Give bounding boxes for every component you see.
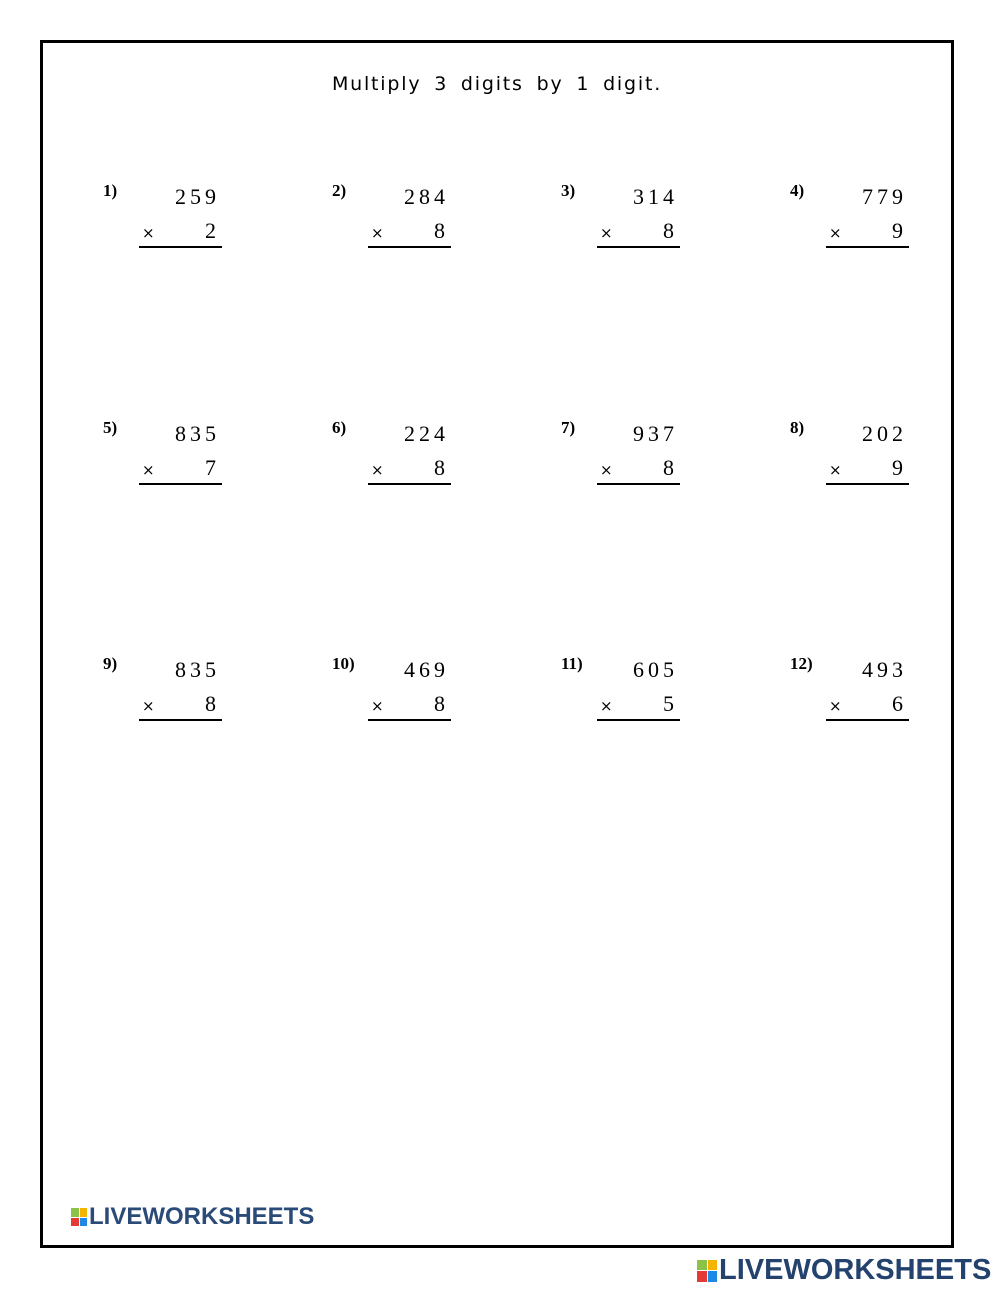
worksheet-frame (40, 40, 954, 1248)
worksheet-title: Multiply 3 digits by 1 digit. (331, 73, 663, 95)
multiplication-problem (561, 418, 711, 508)
multiplier: 5 (663, 691, 674, 716)
multiplier: 8 (663, 218, 674, 243)
answer-line (368, 246, 451, 248)
multiplicand: 835 (175, 657, 220, 682)
multiplication-problem (332, 181, 482, 271)
multiplicand: 835 (175, 421, 220, 446)
multiplier: 8 (434, 455, 445, 480)
problem-number: 1) (103, 181, 118, 200)
answer-line (368, 719, 451, 721)
times-sign: × (371, 697, 384, 715)
logo-square (80, 1208, 88, 1217)
times-sign: × (829, 697, 842, 715)
multiplier: 7 (205, 455, 216, 480)
logo-square (80, 1218, 88, 1227)
answer-line (368, 483, 451, 485)
multiplier: 9 (892, 218, 903, 243)
multiplier: 2 (205, 218, 216, 243)
problem-number: 12) (790, 654, 813, 673)
liveworksheets-logo-inner (71, 1203, 314, 1231)
multiplier: 8 (205, 691, 216, 716)
logo-square (708, 1271, 718, 1282)
multiplicand: 493 (862, 657, 907, 682)
times-sign: × (142, 224, 155, 242)
multiplicand: 469 (404, 657, 449, 682)
problem-number: 9) (103, 654, 118, 673)
times-sign: × (600, 224, 613, 242)
answer-line (597, 483, 680, 485)
multiplicand: 259 (175, 184, 220, 209)
problem-number: 6) (332, 418, 347, 437)
logo-square (71, 1218, 79, 1227)
multiplication-problem (790, 181, 940, 271)
multiplication-problem (561, 654, 711, 744)
multiplication-problem (103, 654, 253, 744)
logo-square (697, 1271, 707, 1282)
answer-line (826, 719, 909, 721)
liveworksheets-logo-outer (697, 1254, 991, 1287)
problem-number: 2) (332, 181, 347, 200)
times-sign: × (600, 461, 613, 479)
problem-number: 5) (103, 418, 118, 437)
problem-number: 4) (790, 181, 805, 200)
logo-squares-icon (697, 1260, 717, 1282)
times-sign: × (829, 224, 842, 242)
answer-line (826, 483, 909, 485)
answer-line (826, 246, 909, 248)
times-sign: × (371, 461, 384, 479)
multiplication-problem (790, 654, 940, 744)
multiplicand: 224 (404, 421, 449, 446)
multiplicand: 605 (633, 657, 678, 682)
multiplication-problem (103, 181, 253, 271)
times-sign: × (371, 224, 384, 242)
multiplication-problem (332, 654, 482, 744)
problem-number: 7) (561, 418, 576, 437)
answer-line (139, 483, 222, 485)
logo-square (708, 1260, 718, 1271)
multiplier: 8 (434, 691, 445, 716)
problem-number: 3) (561, 181, 576, 200)
multiplicand: 284 (404, 184, 449, 209)
multiplication-problem (332, 418, 482, 508)
times-sign: × (829, 461, 842, 479)
logo-square (71, 1208, 79, 1217)
multiplication-problem (103, 418, 253, 508)
answer-line (139, 246, 222, 248)
multiplicand: 202 (862, 421, 907, 446)
multiplication-problem (561, 181, 711, 271)
logo-text: LIVEWORKSHEETS (719, 1254, 992, 1286)
multiplicand: 314 (633, 184, 678, 209)
times-sign: × (142, 697, 155, 715)
multiplier: 8 (663, 455, 674, 480)
multiplier: 6 (892, 691, 903, 716)
answer-line (597, 246, 680, 248)
problem-number: 11) (561, 654, 583, 673)
multiplicand: 937 (633, 421, 678, 446)
multiplier: 8 (434, 218, 445, 243)
multiplication-problem (790, 418, 940, 508)
problem-number: 10) (332, 654, 355, 673)
logo-squares-icon (71, 1208, 87, 1226)
answer-line (597, 719, 680, 721)
answer-line (139, 719, 222, 721)
times-sign: × (600, 697, 613, 715)
logo-text: LIVEWORKSHEETS (89, 1203, 315, 1230)
times-sign: × (142, 461, 155, 479)
multiplicand: 779 (862, 184, 907, 209)
problem-number: 8) (790, 418, 805, 437)
multiplier: 9 (892, 455, 903, 480)
logo-square (697, 1260, 707, 1271)
